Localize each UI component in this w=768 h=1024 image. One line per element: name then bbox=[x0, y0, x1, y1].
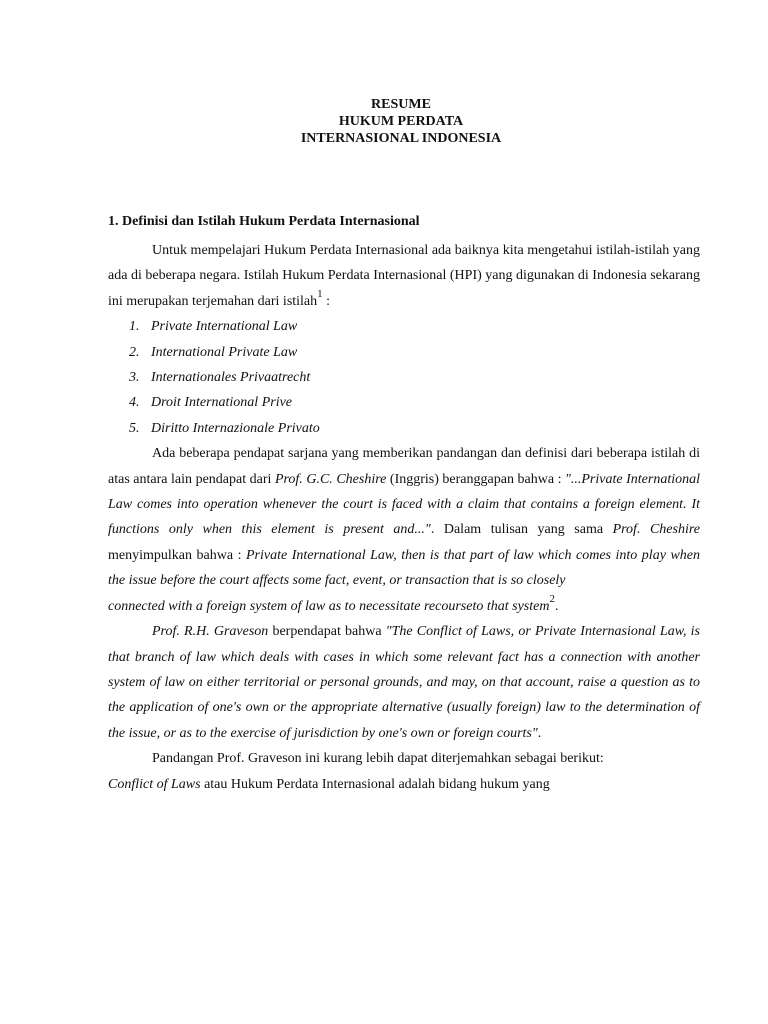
title-line-3: INTERNASIONAL INDONESIA bbox=[300, 131, 502, 146]
footnote-ref-2[interactable]: 2 bbox=[549, 592, 555, 605]
list-item: 2. International Private Law bbox=[129, 344, 298, 360]
section-heading: 1. Definisi dan Istilah Hukum Perdata Internasional bbox=[108, 214, 420, 229]
paragraph-cheshire-cont: connected with a foreign system of law as to necessitate recourseto that system$^2$. bbox=[108, 592, 559, 614]
list-item: 3. Internationales Privaatrecht bbox=[129, 370, 311, 386]
list-item: 4. Droit International Prive bbox=[129, 395, 293, 411]
paragraph-translation-intro: Pandangan Prof. Graveson ini kurang lebih dapat diterjemahkan sebagai berikut: bbox=[152, 751, 604, 767]
footnote-ref-1[interactable]: 1 bbox=[317, 287, 323, 300]
title-line-2: HUKUM PERDATA bbox=[338, 114, 464, 129]
paragraph-graveson: Prof. R.H. Graveson berpendapat bahwa "The Conflict of Laws, or Private Internasional Law, is that branch of law which deals with cases in which some relevant fact has a connection with another system of law on either territorial or personal grounds, and may, on that account, raise a question as to the application of one's own or the appropriate alternative (usually foreign) law to the determination of the issue, or as to the exercise of jurisdiction by one's own or foreign courts". bbox=[108, 624, 700, 741]
paragraph-translation: Conflict of Laws atau Hukum Perdata Internasional adalah bidang hukum yang bbox=[108, 776, 550, 792]
paragraph-intro: Untuk mempelajari Hukum Perdata Internasional ada baiknya kita mengetahui istilah-istilah yang ada di beberapa negara. Istilah Hukum Perdata Internasional (HPI) yang digunakan di Indonesia sekarang ini merupakan terjemahan dari istilah$^1$ : bbox=[108, 243, 700, 309]
list-item: 5. Diritto Internazionale Privato bbox=[129, 420, 320, 436]
title-line-1: RESUME bbox=[371, 97, 431, 112]
term-list bbox=[108, 314, 700, 441]
list-item: 1. Private International Law bbox=[129, 319, 298, 335]
section-body bbox=[108, 238, 700, 797]
paragraph-cheshire: Ada beberapa pendapat sarjana yang memberikan pandangan dan definisi dari beberapa istilah di atas antara lain pendapat dari Prof. G.C. Cheshire (Inggris) beranggapan bahwa : "...Private International Law comes into operation whenever the court is faced with a claim that contains a foreign element. It functions only when this element is present and...". Dalam tulisan yang sama Prof. Cheshire menyimpulkan bahwa : Private International Law, then is that part of law which comes into play when the issue before the court affects some fact, event, or transaction that is so closely bbox=[108, 446, 701, 589]
document-title bbox=[0, 96, 768, 147]
